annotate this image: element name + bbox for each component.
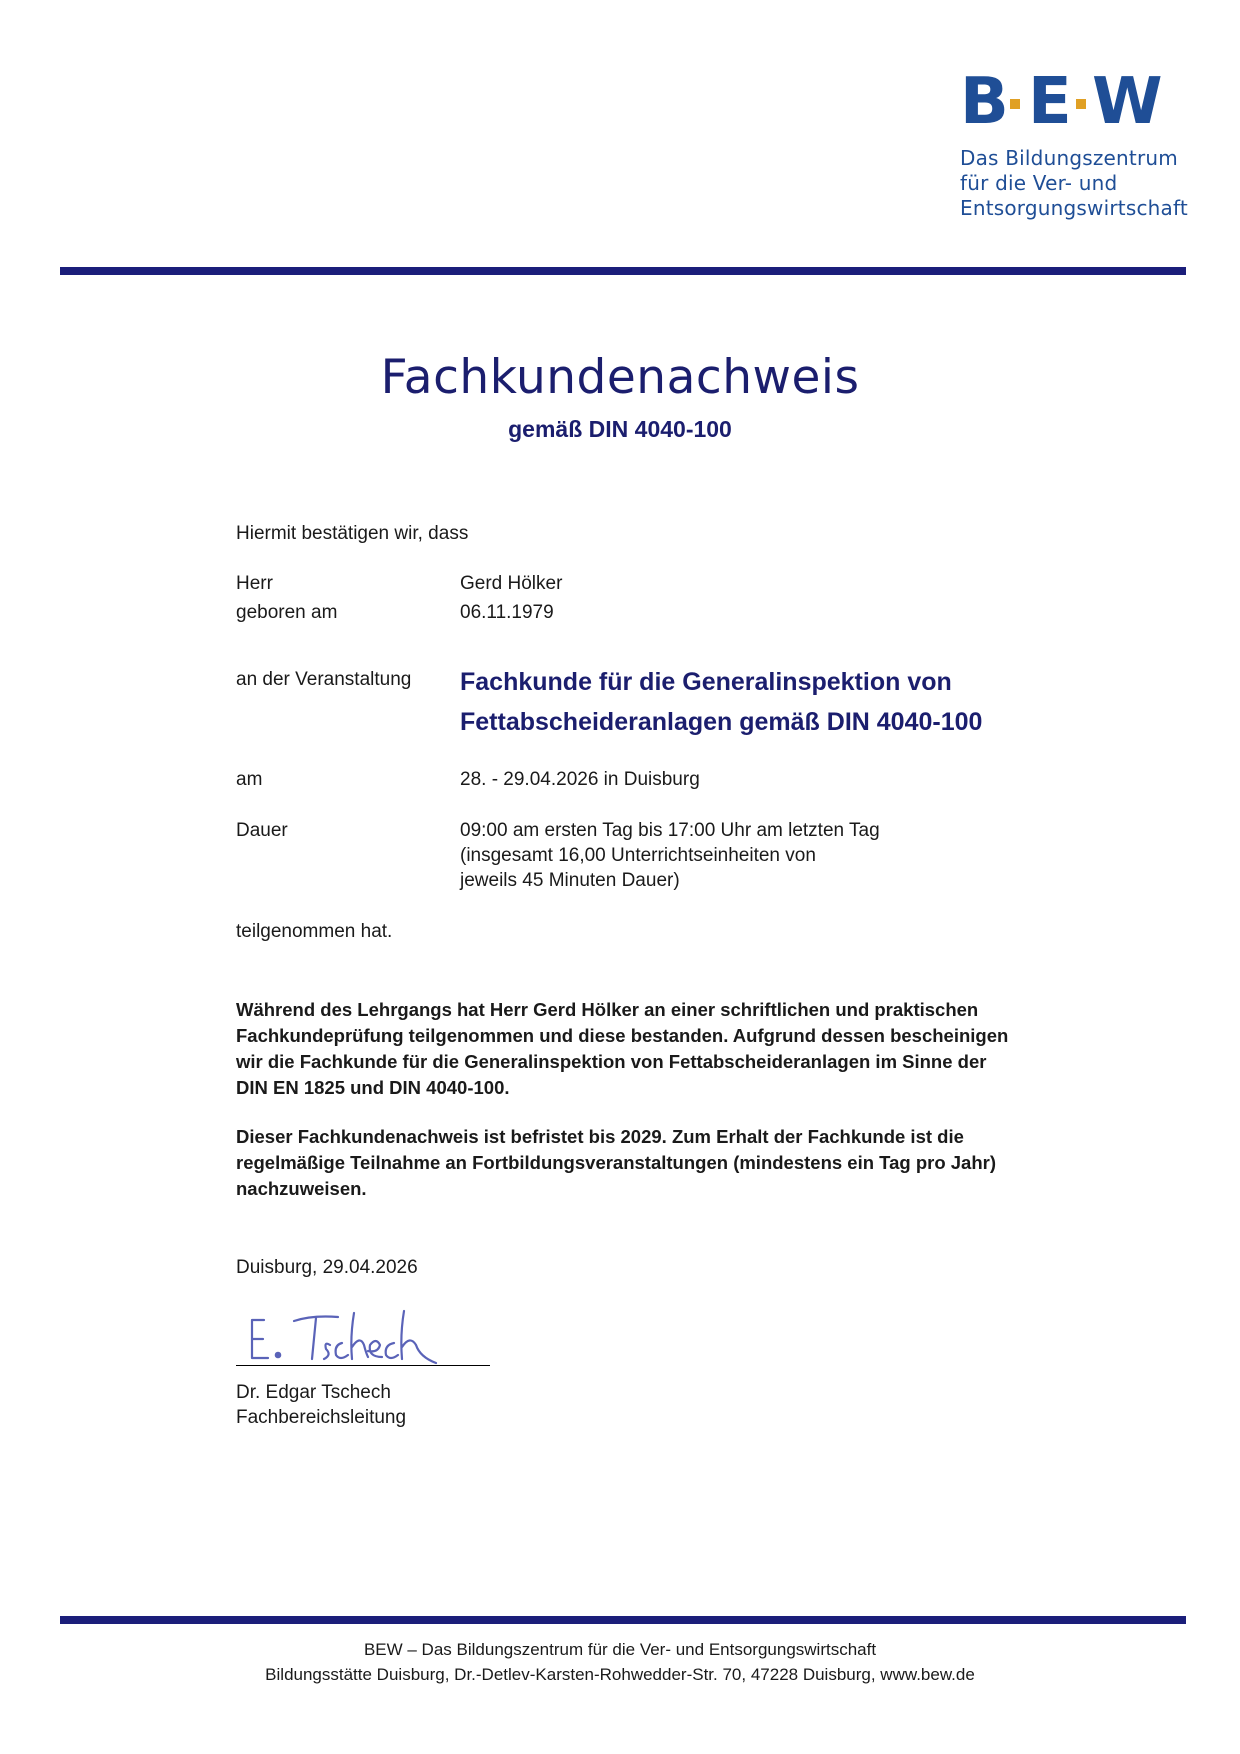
duration-value	[460, 818, 880, 893]
date-value: 28. - 29.04.2026 in Duisburg	[460, 769, 700, 790]
paragraph-line: DIN EN 1825 und DIN 4040-100.	[236, 1077, 510, 1098]
exam-paragraph	[236, 997, 1016, 1101]
signature-line	[236, 1365, 490, 1366]
event-title-line: Fachkunde für die Generalinspektion von	[460, 668, 952, 696]
salutation-label: Herr	[236, 573, 273, 594]
logo-dot	[1076, 99, 1086, 109]
duration-line: 09:00 am ersten Tag bis 17:00 Uhr am letzten Tag	[460, 820, 880, 841]
event-label: an der Veranstaltung	[236, 669, 412, 690]
logo-dot	[1010, 99, 1020, 109]
paragraph-line: Dieser Fachkundenachweis ist befristet bis 2029. Zum Erhalt der Fachkunde ist die	[236, 1126, 964, 1147]
duration-line: jeweils 45 Minuten Dauer)	[460, 870, 680, 891]
bew-logo	[960, 65, 1200, 221]
logo-mark	[960, 65, 1200, 139]
footer-line: BEW – Das Bildungszentrum für die Ver- und Entsorgungswirtschaft	[363, 1640, 877, 1659]
validity-paragraph	[236, 1124, 1016, 1202]
signer-role: Fachbereichsleitung	[236, 1407, 407, 1428]
tagline-line: Entsorgungswirtschaft	[960, 196, 1188, 220]
handwritten-signature	[246, 1305, 476, 1365]
recipient-name: Gerd Hölker	[460, 573, 563, 594]
footer-address: Bildungsstätte Duisburg, Dr.-Detlev-Karsten-Rohwedder-Str. 70, 47228 Duisburg, www.bew.de	[265, 1665, 975, 1684]
event-title-line: Fettabscheideranlagen gemäß DIN 4040-100	[460, 708, 983, 736]
logo-letter-w: W	[1092, 65, 1163, 139]
tagline-line: für die Ver- und	[960, 171, 1118, 195]
event-title	[460, 662, 1060, 742]
logo-tagline	[960, 146, 1200, 221]
paragraph-line: wir die Fachkunde für die Generalinspektion von Fettabscheideranlagen im Sinne der	[236, 1051, 987, 1072]
duration-label: Dauer	[236, 820, 288, 841]
intro-text: Hiermit bestätigen wir, dass	[236, 523, 469, 544]
birth-date: 06.11.1979	[460, 602, 554, 623]
logo-letter-e: E	[1028, 65, 1072, 139]
paragraph-line: Während des Lehrgangs hat Herr Gerd Hölker an einer schriftlichen und praktischen	[236, 999, 979, 1020]
signer-name: Dr. Edgar Tschech	[236, 1382, 391, 1403]
tagline-line: Das Bildungszentrum	[960, 146, 1178, 170]
date-label: am	[236, 769, 263, 790]
birth-label: geboren am	[236, 602, 338, 623]
header-rule	[60, 267, 1186, 275]
paragraph-line: nachzuweisen.	[236, 1178, 367, 1199]
document-subtitle: gemäß DIN 4040-100	[508, 416, 732, 442]
duration-line: (insgesamt 16,00 Unterrichtseinheiten von	[460, 845, 816, 866]
document-title: Fachkundenachweis	[380, 350, 860, 405]
paragraph-line: Fachkundeprüfung teilgenommen und diese bestanden. Aufgrund dessen bescheinigen	[236, 1025, 1009, 1046]
footer-rule	[60, 1616, 1186, 1624]
participated-text: teilgenommen hat.	[236, 921, 393, 942]
logo-letter-b: B	[960, 65, 1009, 139]
paragraph-line: regelmäßige Teilnahme an Fortbildungsveranstaltungen (mindestens ein Tag pro Jahr)	[236, 1152, 996, 1173]
place-date: Duisburg, 29.04.2026	[236, 1257, 418, 1278]
